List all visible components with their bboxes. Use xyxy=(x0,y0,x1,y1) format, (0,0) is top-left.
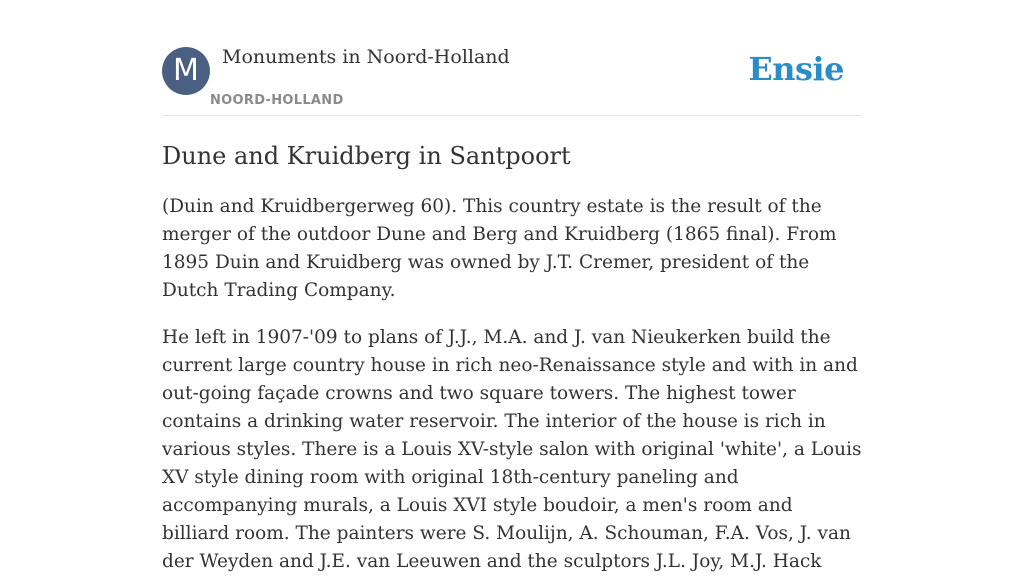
article-title: Dune and Kruidberg in Santpoort xyxy=(162,142,571,170)
article-paragraph-1: (Duin and Kruidbergerweg 60). This country estate is the result of the merger of the outdoor Dune and Berg and Kruidberg (1865 final). From 1895 Duin and Kruidberg was owned by J.T. Cremer, president of the Dutch Trading Company. xyxy=(162,196,837,301)
collection-avatar[interactable]: M xyxy=(162,47,210,95)
collection-title-link[interactable]: Monuments in Noord-Holland xyxy=(222,46,510,68)
article-paragraph-2: He left in 1907-'09 to plans of J.J., M.A. and J. van Nieukerken build the current large country house in rich neo-Renaissance style and with in and out-going façade crowns and two square towers. The highest tower contains a drinking water reservoir. The interior of the house is rich in various styles. There is a Louis XV-style salon with original 'white', a Louis XV style dining room with original 18th-century paneling and accompanying murals, a Louis XVI style boudoir, a men's room and billiard room. The painters were S. Moulijn, A. Schouman, F.A. Vos, J. van der Weyden and J.E. van Leeuwen and the sculptors J.L. Joy, M.J. Hack xyxy=(162,327,862,572)
collection-header xyxy=(162,0,862,116)
page-container xyxy=(162,0,862,576)
collection-tag-link[interactable]: NOORD-HOLLAND xyxy=(210,93,344,108)
ensie-logo[interactable]: Ensie xyxy=(748,50,844,88)
